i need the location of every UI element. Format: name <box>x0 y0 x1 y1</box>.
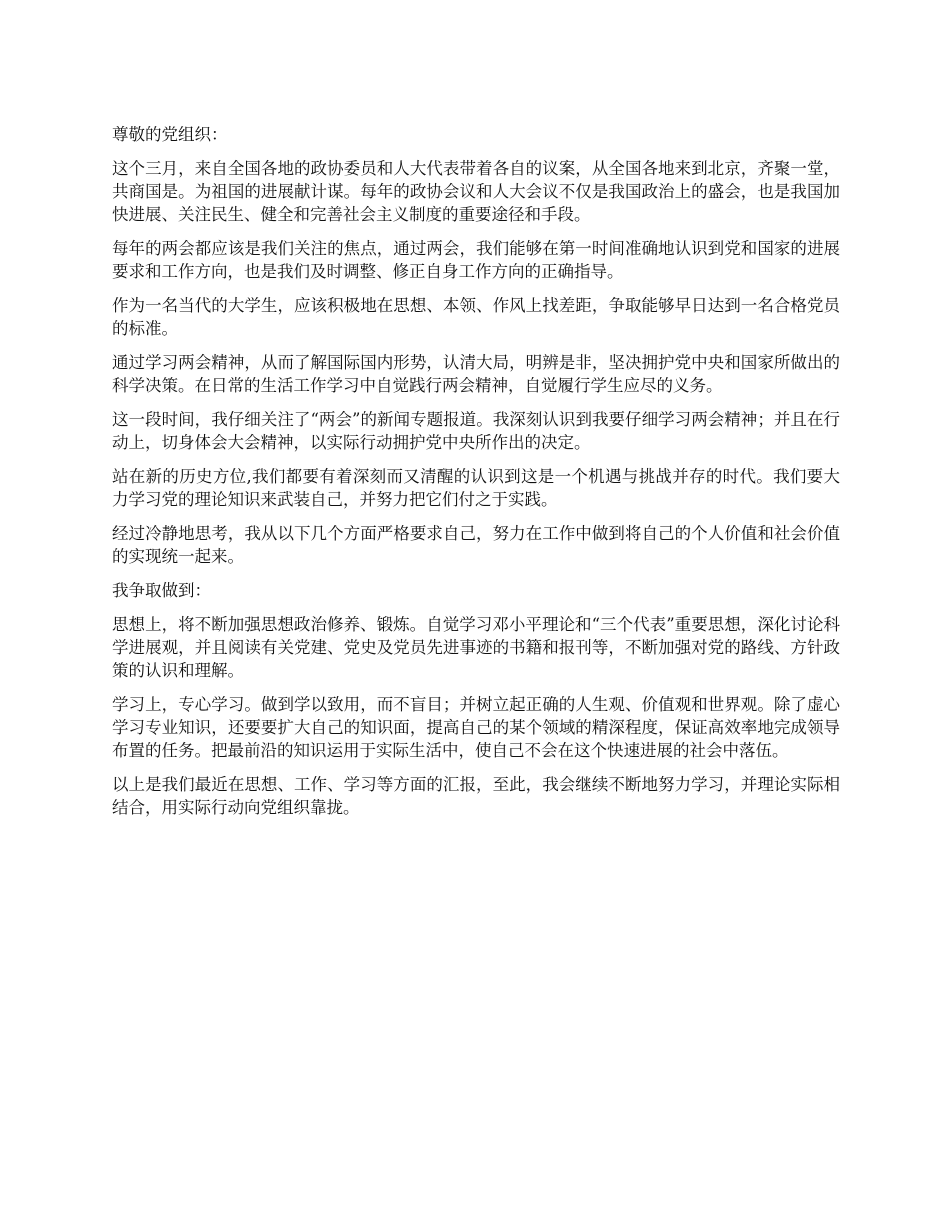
paragraph-4: 通过学习两会精神，从而了解国际国内形势，认清大局，明辨是非，坚决拥护党中央和国家所做出的科学决策。在日常的生活工作学习中自觉践行两会精神，自觉履行学生应尽的义务。 <box>112 353 840 395</box>
paragraph-9: 思想上，将不断加强思想政治修养、锻炼。自觉学习邓小平理论和“三个代表”重要思想，深化讨论科学进展观，并且阅读有关党建、党史及党员先进事迹的书籍和报刊等，不断加强对党的路线、方针政策的认识和理解。 <box>112 615 840 680</box>
paragraph-10: 学习上，专心学习。做到学以致用，而不盲目；并树立起正确的人生观、价值观和世界观。除了虚心学习专业知识，还要要扩大自己的知识面，提高自己的某个领域的精深程度，保证高效率地完成领导布置的任务。把最前沿的知识运用于实际生活中，使自己不会在这个快速进展的社会中落伍。 <box>112 695 840 760</box>
paragraph-3: 作为一名当代的大学生，应该积极地在思想、本领、作风上找差距，争取能够早日达到一名合格党员的标准。 <box>112 296 840 338</box>
paragraph-7: 经过冷静地思考，我从以下几个方面严格要求自己，努力在工作中做到将自己的个人价值和社会价值的实现统一起来。 <box>112 524 840 566</box>
document-body <box>112 123 840 830</box>
paragraph-2: 每年的两会都应该是我们关注的焦点，通过两会，我们能够在第一时间准确地认识到党和国家的进展要求和工作方向，也是我们及时调整、修正自身工作方向的正确指导。 <box>112 239 840 281</box>
paragraph-6: 站在新的历史方位,我们都要有着深刻而又清醒的认识到这是一个机遇与挑战并存的时代。我们要大力学习党的理论知识来武装自己，并努力把它们付之于实践。 <box>112 467 840 509</box>
paragraph-1: 这个三月，来自全国各地的政协委员和人大代表带着各自的议案，从全国各地来到北京，齐聚一堂，共商国是。为祖国的进展献计谋。每年的政协会议和人大会议不仅是我国政治上的盛会，也是我国加快进展、关注民生、健全和完善社会主义制度的重要途径和手段。 <box>112 159 840 224</box>
paragraph-8: 我争取做到： <box>112 581 211 600</box>
paragraph-11: 以上是我们最近在思想、工作、学习等方面的汇报，至此，我会继续不断地努力学习，并理论实际相结合，用实际行动向党组织靠拢。 <box>112 775 840 817</box>
paragraph-5: 这一段时间，我仔细关注了“两会”的新闻专题报道。我深刻认识到我要仔细学习两会精神；并且在行动上，切身体会大会精神，以实际行动拥护党中央所作出的决定。 <box>112 410 840 452</box>
salutation: 尊敬的党组织： <box>112 125 228 144</box>
